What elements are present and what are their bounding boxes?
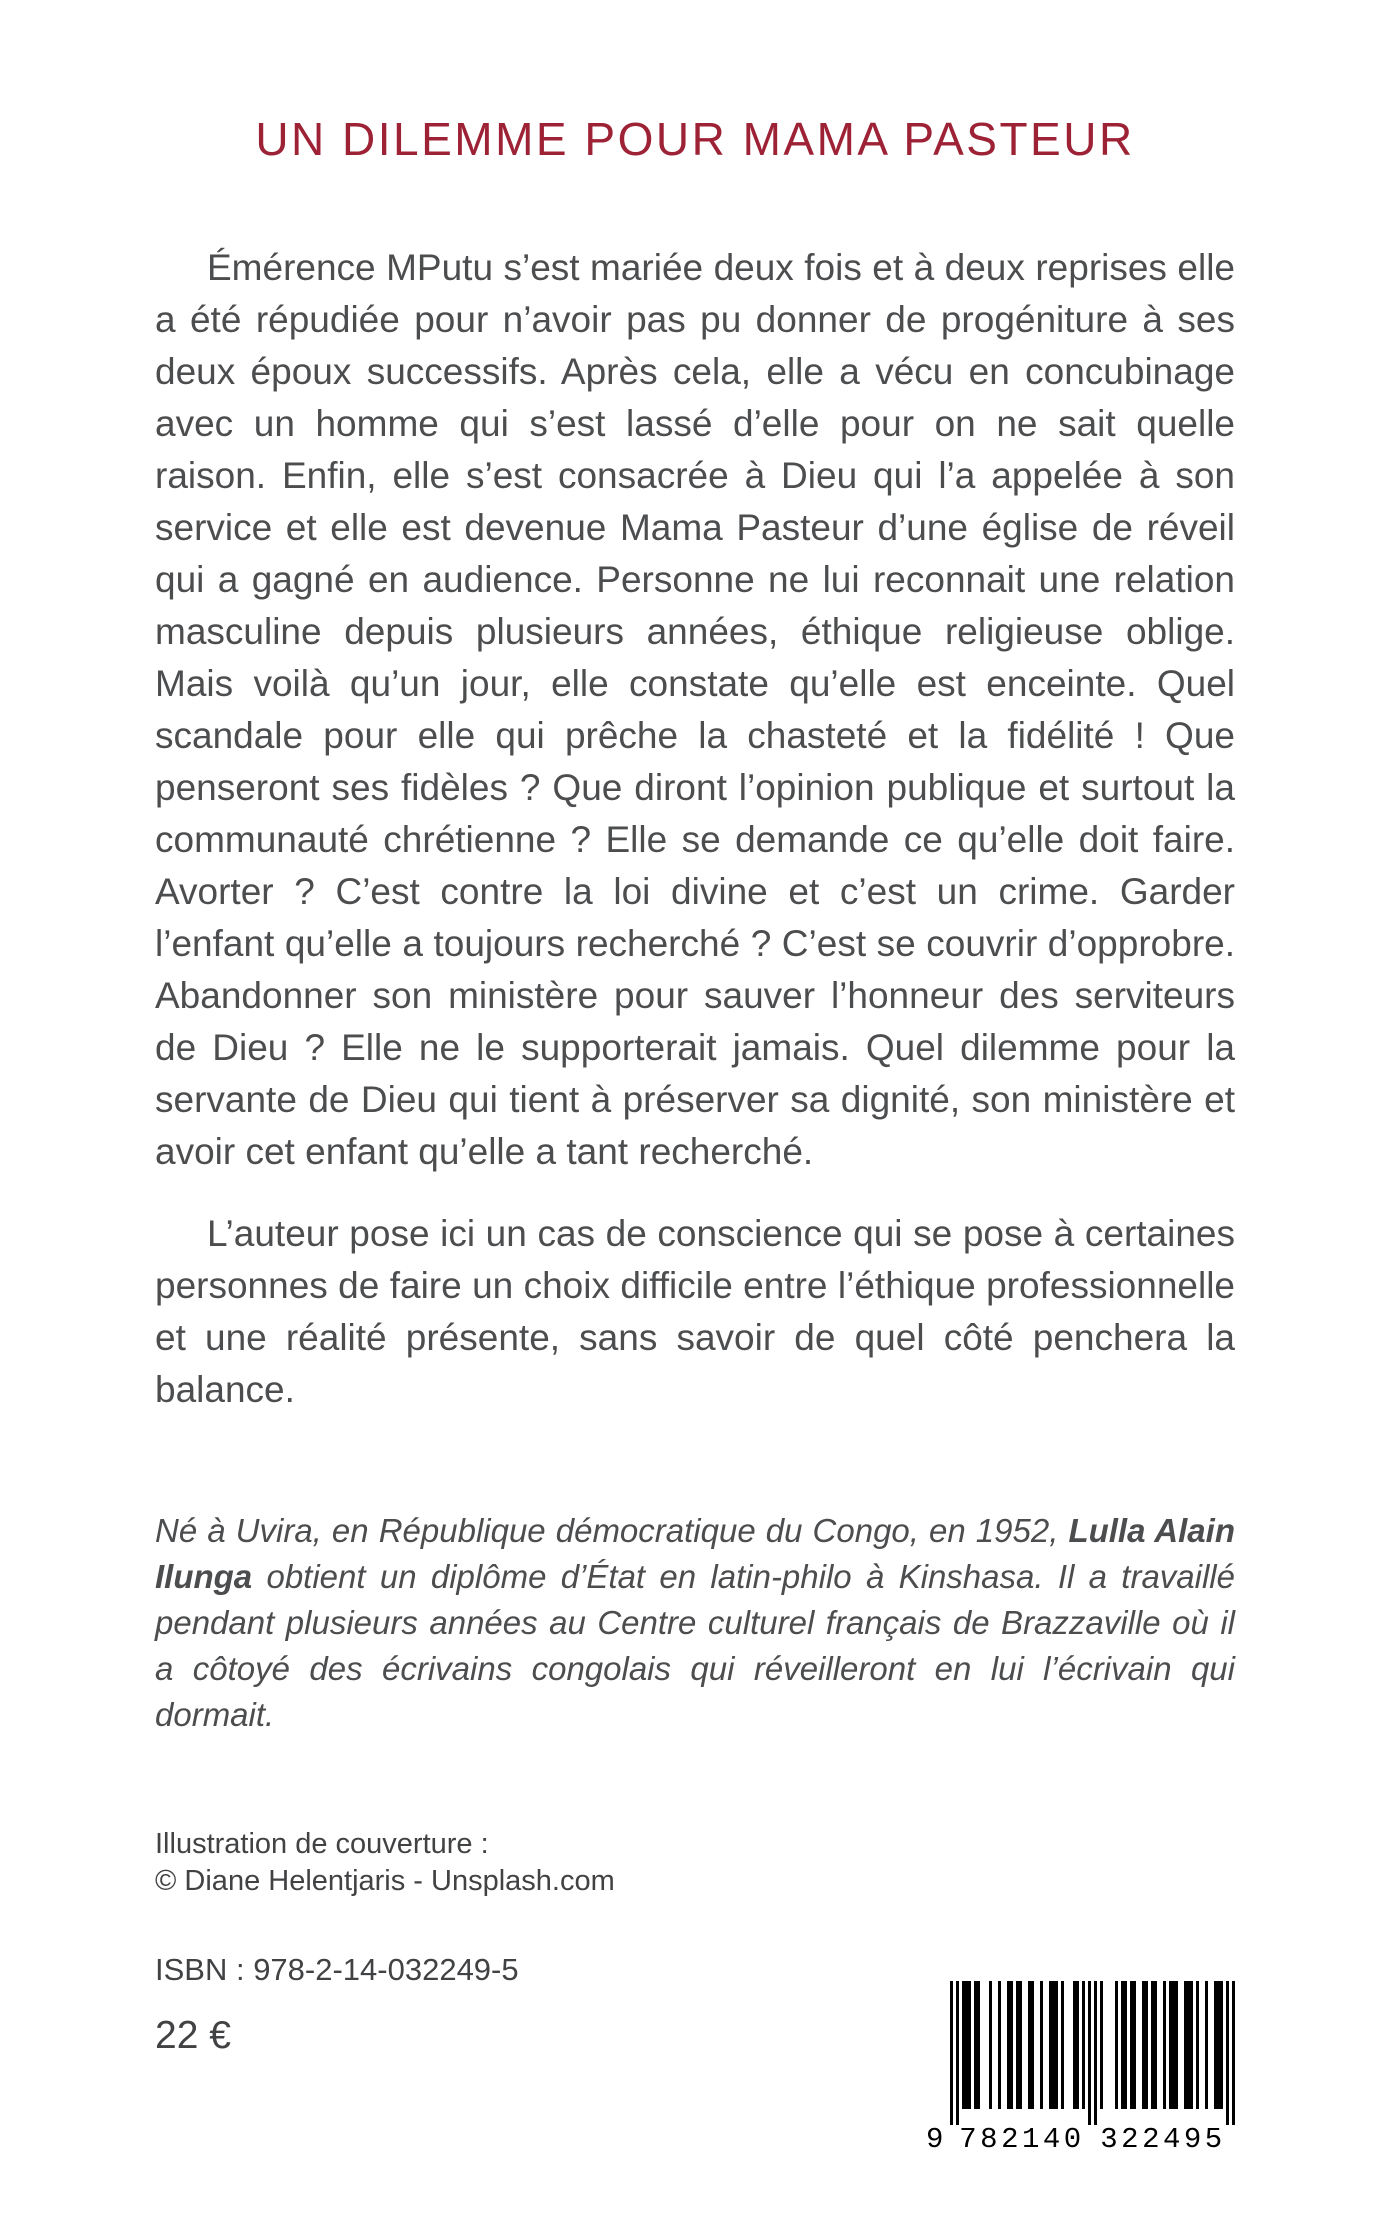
- svg-text:322495: 322495: [1100, 2123, 1226, 2153]
- isbn: ISBN : 978-2-14-032249-5: [155, 1952, 519, 1987]
- illustration-credit-label: Illustration de couverture :: [155, 1828, 489, 1860]
- svg-text:9: 9: [926, 2123, 947, 2153]
- author-bio: [155, 1508, 1235, 1738]
- ean13-barcode: [924, 1981, 1240, 2153]
- price: 22 €: [155, 2014, 231, 2057]
- synopsis: [155, 242, 1235, 1416]
- svg-text:782140: 782140: [959, 2123, 1085, 2153]
- synopsis-paragraph-2: L’auteur pose ici un cas de conscience qui se pose à certaines personnes de faire un choix difficile entre l’éthique professionnelle et une réalité présente, sans savoir de quel côté penchera la balance.: [155, 1213, 1235, 1410]
- illustration-credit-author: © Diane Helentjaris - Unsplash.com: [155, 1865, 615, 1897]
- barcode-bars: [924, 1981, 1240, 2153]
- author-bio-text-before: Né à Uvira, en République démocratique du Congo, en 1952,: [155, 1512, 1069, 1549]
- author-bio-text-after: obtient un diplôme d’État en latin-philo à Kinshasa. Il a travaillé pendant plusieurs années au Centre culturel français de Brazzaville où il a côtoyé des écrivains congolais qui réveilleront en lui l’écrivain qui dormait.: [155, 1558, 1235, 1733]
- illustration-credit: [155, 1826, 1235, 1900]
- synopsis-paragraph-1: Émérence MPutu s’est mariée deux fois et à deux reprises elle a été répudiée pour n’avoir pas pu donner de progéniture à ses deux époux successifs. Après cela, elle a vécu en concubinage avec un homme qui s’est lassé d’elle pour on ne sait quelle raison. Enfin, elle s’est consacrée à Dieu qui l’a appelée à son service et elle est devenue Mama Pasteur d’une église de réveil qui a gagné en audience. Personne ne lui reconnait une relation masculine depuis plusieurs années, éthique religieuse oblige. Mais voilà qu’un jour, elle constate qu’elle est enceinte. Quel scandale pour elle qui prêche la chasteté et la fidélité ! Que penseront ses fidèles ? Que diront l’opinion publique et surtout la communauté chrétienne ? Elle se demande ce qu’elle doit faire. Avorter ? C’est contre la loi divine et c’est un crime. Garder l’enfant qu’elle a toujours recherché ? C’est se couvrir d’opprobre. Abandonner son ministère pour sauver l’honneur des serviteurs de Dieu ? Elle ne le supporterait jamais. Quel dilemme pour la servante de Dieu qui tient à préserver sa dignité, son ministère et avoir cet enfant qu’elle a tant recherché.: [155, 247, 1235, 1172]
- author-name: Lulla Alain Ilunga: [155, 1512, 1235, 1595]
- book-title: UN DILEMME POUR MAMA PASTEUR: [255, 113, 1135, 165]
